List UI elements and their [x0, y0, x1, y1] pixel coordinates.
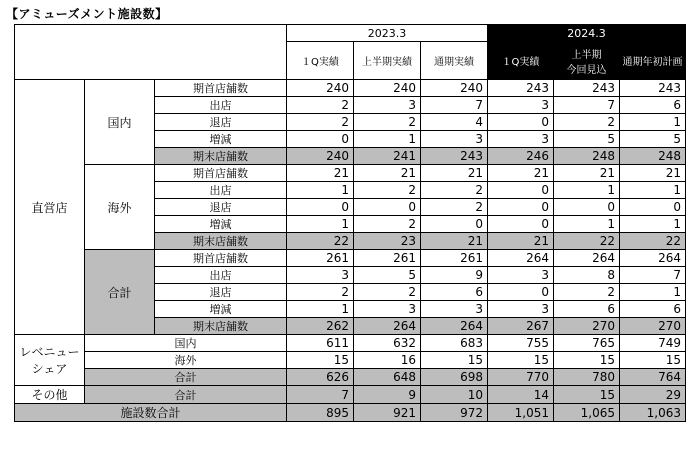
value-cell: 749	[620, 335, 686, 352]
corner-cell	[15, 25, 287, 80]
value-cell: 21	[287, 165, 354, 182]
value-cell: 0	[421, 216, 488, 233]
value-cell: 6	[620, 97, 686, 114]
value-cell: 240	[287, 148, 354, 165]
value-cell: 3	[488, 131, 554, 148]
value-cell: 626	[287, 369, 354, 386]
table-row	[15, 165, 686, 182]
value-cell: 1	[620, 284, 686, 301]
value-cell: 3	[421, 301, 488, 318]
value-cell: 22	[287, 233, 354, 250]
value-cell: 241	[354, 148, 421, 165]
table-row	[15, 80, 686, 97]
value-cell: 5	[554, 131, 620, 148]
value-cell: 755	[488, 335, 554, 352]
value-cell: 972	[421, 404, 488, 422]
value-cell: 264	[554, 250, 620, 267]
value-cell: 15	[287, 352, 354, 369]
value-cell: 243	[421, 148, 488, 165]
value-cell: 1	[354, 131, 421, 148]
value-cell: 15	[488, 352, 554, 369]
subgroup-label: 合計	[85, 250, 155, 335]
column-header: 通期実績	[421, 42, 488, 80]
value-cell: 264	[620, 250, 686, 267]
group-label-line: シェア	[31, 362, 68, 376]
column-header: 通期年初計画	[620, 42, 686, 80]
table-row	[15, 386, 686, 404]
value-cell: 22	[620, 233, 686, 250]
value-cell: 9	[354, 386, 421, 404]
value-cell: 3	[354, 97, 421, 114]
value-cell: 243	[620, 80, 686, 97]
value-cell: 21	[488, 233, 554, 250]
value-cell: 21	[488, 165, 554, 182]
value-cell: 2	[354, 182, 421, 199]
row-label: 出店	[155, 267, 287, 284]
value-cell: 1	[287, 182, 354, 199]
value-cell: 0	[620, 199, 686, 216]
column-header: １Q実績	[287, 42, 354, 80]
value-cell: 2	[354, 114, 421, 131]
column-header	[554, 42, 620, 80]
row-label: 期首店舗数	[155, 250, 287, 267]
value-cell: 3	[287, 267, 354, 284]
value-cell: 246	[488, 148, 554, 165]
group-label-line: レベニュー	[19, 345, 80, 359]
value-cell: 780	[554, 369, 620, 386]
value-cell: 3	[488, 97, 554, 114]
value-cell: 1	[620, 182, 686, 199]
row-label: 期末店舗数	[155, 318, 287, 335]
value-cell: 6	[554, 301, 620, 318]
value-cell: 22	[554, 233, 620, 250]
value-cell: 0	[554, 199, 620, 216]
value-cell: 7	[554, 97, 620, 114]
value-cell: 15	[554, 352, 620, 369]
value-cell: 248	[620, 148, 686, 165]
row-label: 退店	[155, 199, 287, 216]
value-cell: 15	[554, 386, 620, 404]
value-cell: 21	[421, 165, 488, 182]
row-label: 出店	[155, 97, 287, 114]
value-cell: 15	[620, 352, 686, 369]
table-row	[15, 369, 686, 386]
value-cell: 248	[554, 148, 620, 165]
row-label: 期首店舗数	[155, 165, 287, 182]
value-cell: 1,051	[488, 404, 554, 422]
table-row	[15, 352, 686, 369]
value-cell: 1,063	[620, 404, 686, 422]
value-cell: 921	[354, 404, 421, 422]
value-cell: 21	[554, 165, 620, 182]
value-cell: 264	[354, 318, 421, 335]
row-label: 増減	[155, 131, 287, 148]
value-cell: 0	[488, 284, 554, 301]
row-label: 増減	[155, 301, 287, 318]
value-cell: 632	[354, 335, 421, 352]
value-cell: 1	[554, 216, 620, 233]
year-header: 2024.3	[488, 25, 686, 42]
value-cell: 243	[554, 80, 620, 97]
value-cell: 4	[421, 114, 488, 131]
value-cell: 683	[421, 335, 488, 352]
value-cell: 0	[287, 131, 354, 148]
row-label: 海外	[85, 352, 287, 369]
row-label: 期首店舗数	[155, 80, 287, 97]
table-row	[15, 335, 686, 352]
value-cell: 23	[354, 233, 421, 250]
value-cell: 1	[620, 216, 686, 233]
column-header-line: 上半期	[571, 49, 602, 61]
row-label: 期末店舗数	[155, 148, 287, 165]
row-label: 出店	[155, 182, 287, 199]
value-cell: 895	[287, 404, 354, 422]
year-header: 2023.3	[287, 25, 488, 42]
value-cell: 240	[287, 80, 354, 97]
value-cell: 270	[620, 318, 686, 335]
value-cell: 7	[287, 386, 354, 404]
value-cell: 2	[554, 114, 620, 131]
row-label: 期末店舗数	[155, 233, 287, 250]
value-cell: 698	[421, 369, 488, 386]
value-cell: 1	[620, 114, 686, 131]
value-cell: 611	[287, 335, 354, 352]
value-cell: 3	[354, 301, 421, 318]
column-header: １Q実績	[488, 42, 554, 80]
row-label: 増減	[155, 216, 287, 233]
value-cell: 1	[554, 182, 620, 199]
subgroup-label: 海外	[85, 165, 155, 250]
value-cell: 0	[488, 114, 554, 131]
page-title: 【アミューズメント施設数】	[6, 7, 168, 21]
value-cell: 2	[421, 199, 488, 216]
value-cell: 2	[287, 97, 354, 114]
value-cell: 2	[287, 114, 354, 131]
value-cell: 267	[488, 318, 554, 335]
value-cell: 0	[354, 199, 421, 216]
value-cell: 2	[354, 216, 421, 233]
value-cell: 0	[488, 216, 554, 233]
value-cell: 261	[421, 250, 488, 267]
row-label: 退店	[155, 114, 287, 131]
value-cell: 8	[554, 267, 620, 284]
value-cell: 10	[421, 386, 488, 404]
row-label: 退店	[155, 284, 287, 301]
value-cell: 270	[554, 318, 620, 335]
value-cell: 6	[421, 284, 488, 301]
value-cell: 21	[354, 165, 421, 182]
table-row	[15, 250, 686, 267]
grand-total-label: 施設数合計	[15, 404, 287, 422]
subgroup-label: 国内	[85, 80, 155, 165]
value-cell: 5	[620, 131, 686, 148]
value-cell: 1	[287, 216, 354, 233]
facility-table	[14, 24, 686, 422]
value-cell: 21	[620, 165, 686, 182]
value-cell: 6	[620, 301, 686, 318]
group-label: その他	[15, 386, 85, 404]
value-cell: 7	[421, 97, 488, 114]
value-cell: 2	[354, 284, 421, 301]
value-cell: 16	[354, 352, 421, 369]
value-cell: 0	[287, 199, 354, 216]
table-row	[15, 25, 686, 42]
value-cell: 264	[488, 250, 554, 267]
value-cell: 262	[287, 318, 354, 335]
value-cell: 261	[287, 250, 354, 267]
value-cell: 2	[421, 182, 488, 199]
value-cell: 1	[287, 301, 354, 318]
value-cell: 21	[421, 233, 488, 250]
value-cell: 15	[421, 352, 488, 369]
row-label: 合計	[85, 369, 287, 386]
row-label: 合計	[85, 386, 287, 404]
value-cell: 770	[488, 369, 554, 386]
value-cell: 0	[488, 199, 554, 216]
value-cell: 0	[488, 182, 554, 199]
value-cell: 243	[488, 80, 554, 97]
value-cell: 3	[488, 267, 554, 284]
value-cell: 264	[421, 318, 488, 335]
value-cell: 261	[354, 250, 421, 267]
value-cell: 14	[488, 386, 554, 404]
value-cell: 764	[620, 369, 686, 386]
value-cell: 5	[354, 267, 421, 284]
value-cell: 240	[421, 80, 488, 97]
value-cell: 240	[354, 80, 421, 97]
value-cell: 2	[287, 284, 354, 301]
value-cell: 765	[554, 335, 620, 352]
group-label: 直営店	[15, 80, 85, 335]
value-cell: 648	[354, 369, 421, 386]
value-cell: 1,065	[554, 404, 620, 422]
group-label	[15, 335, 85, 386]
value-cell: 3	[488, 301, 554, 318]
value-cell: 29	[620, 386, 686, 404]
column-header-line: 今回見込	[566, 64, 607, 76]
value-cell: 2	[554, 284, 620, 301]
value-cell: 3	[421, 131, 488, 148]
value-cell: 9	[421, 267, 488, 284]
value-cell: 7	[620, 267, 686, 284]
column-header: 上半期実績	[354, 42, 421, 80]
table-row	[15, 404, 686, 422]
row-label: 国内	[85, 335, 287, 352]
